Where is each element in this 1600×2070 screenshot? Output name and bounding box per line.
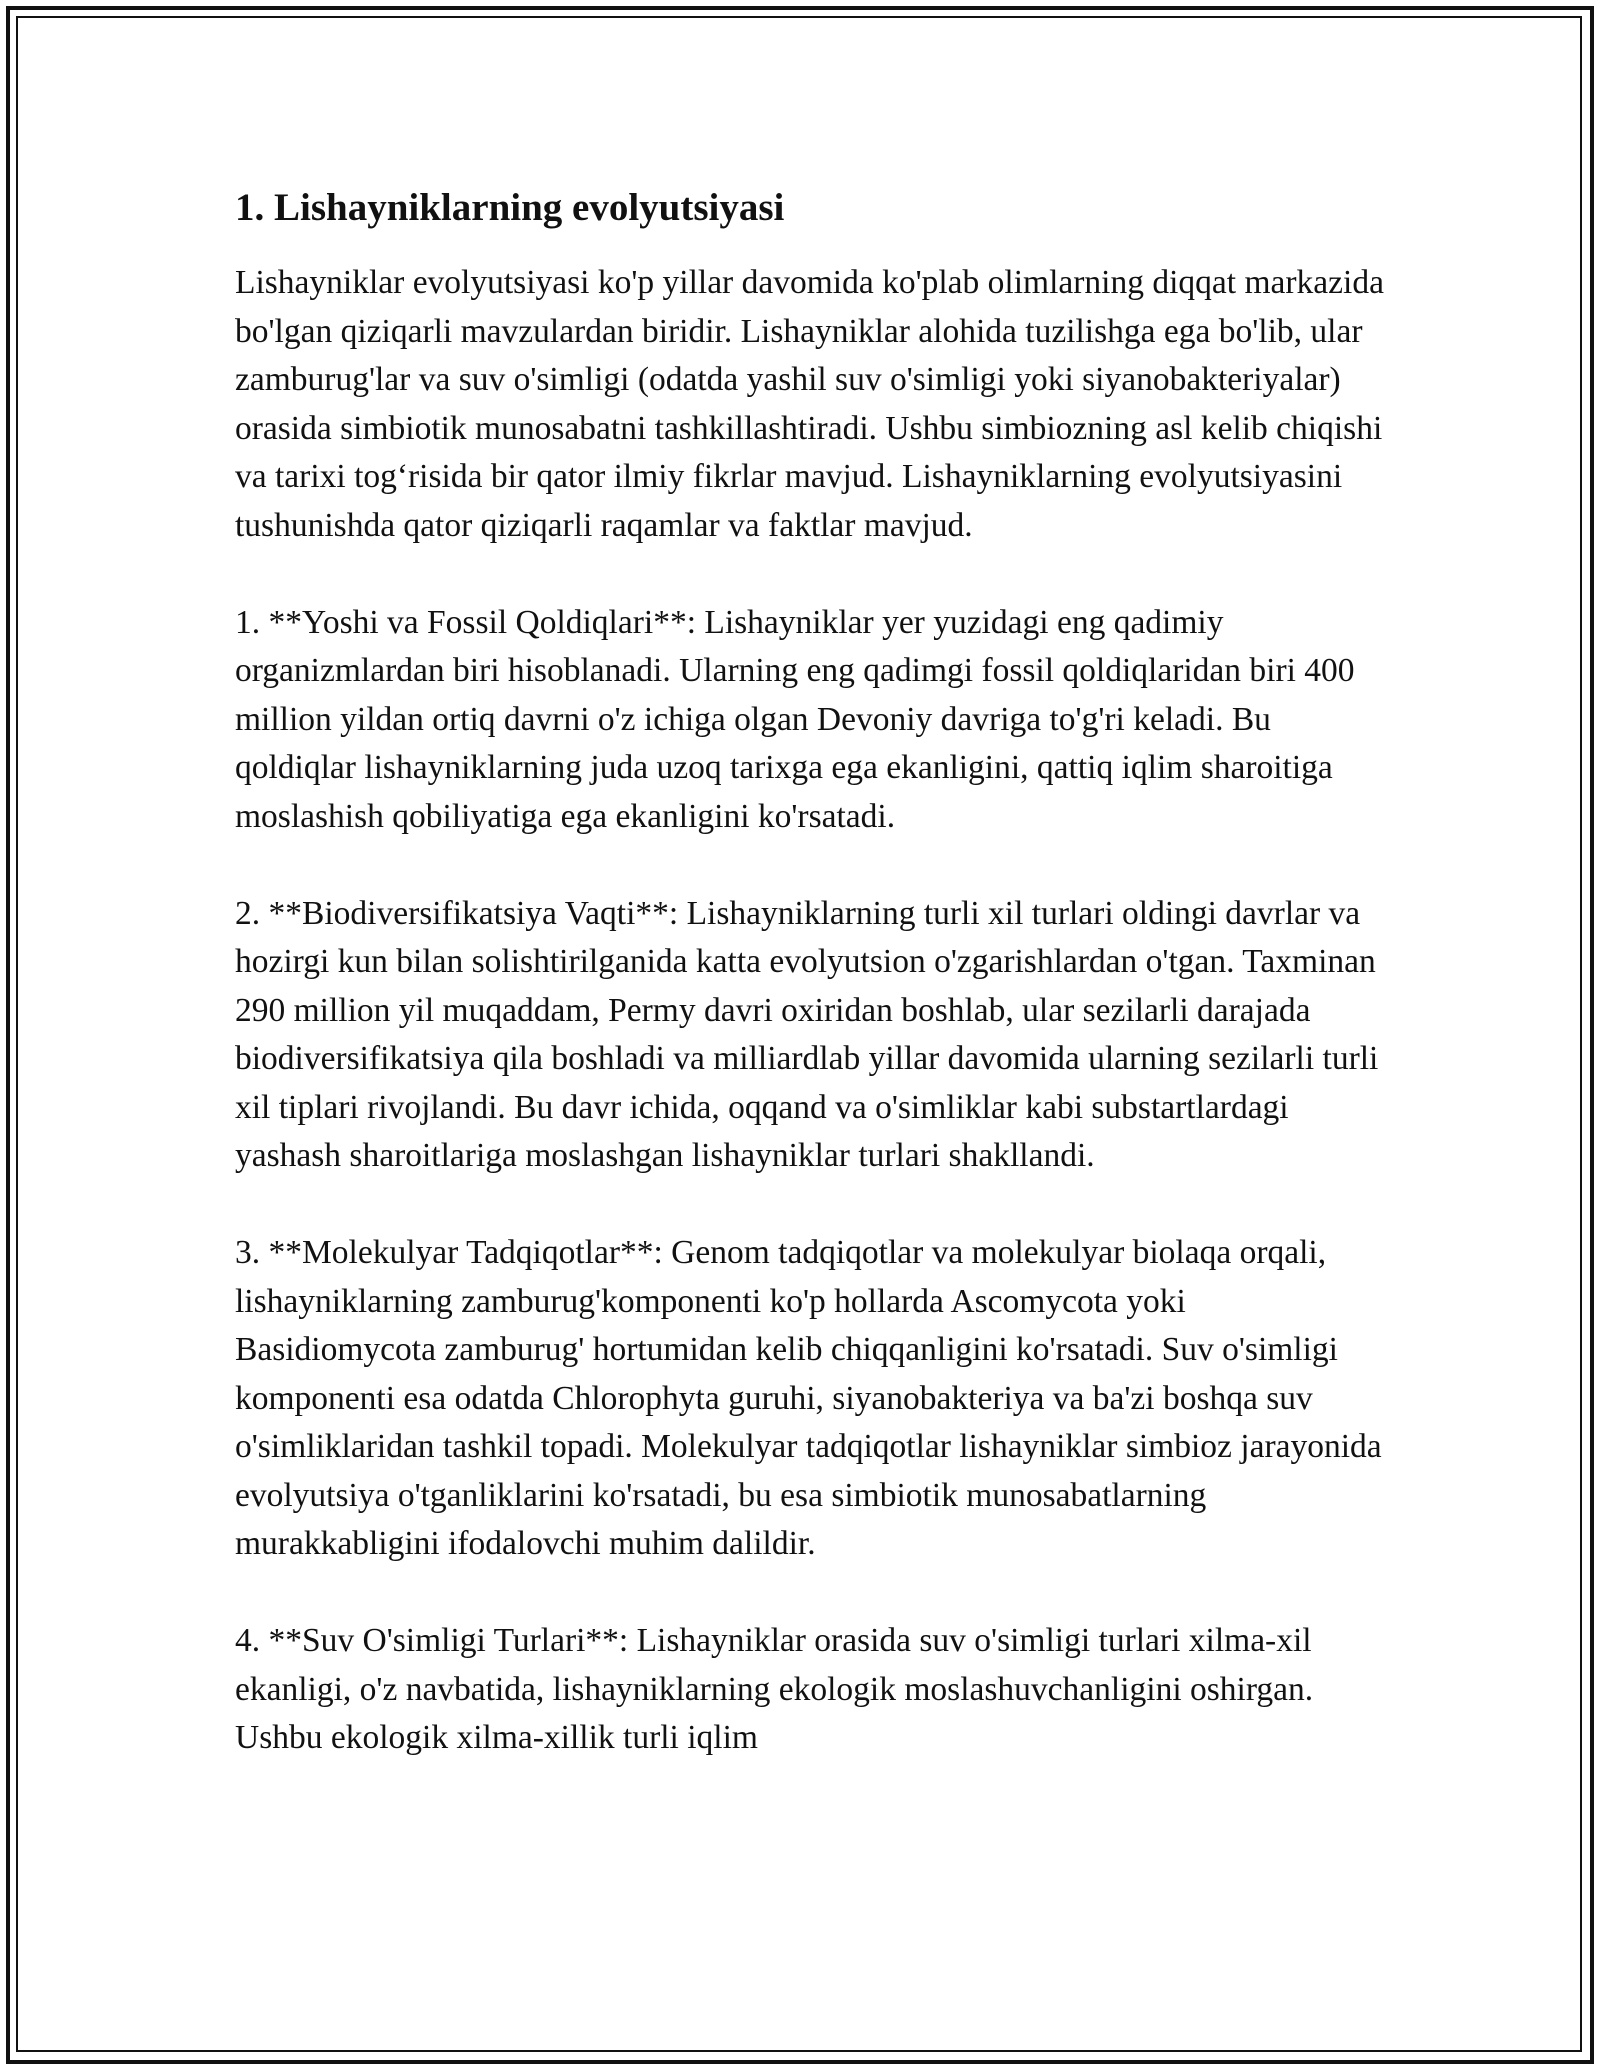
point-4-paragraph: 4. **Suv O'simligi Turlari**: Lishayniklar orasida suv o'simligi turlari xilma-xil ekanligi, o'z navbatida, lishayniklarning ekologik moslashuvchanligini oshirgan. Ushbu ekologik xilma-xillik turli iqlim <box>235 1622 1314 1756</box>
intro-paragraph: Lishayniklar evolyutsiyasi ko'p yillar davomida ko'plab olimlarning diqqat markazida bo'lgan qiziqarli mavzulardan biridir. Lishayniklar alohida tuzilishga ega bo'lib, ular zamburug'lar va suv o'simligi (odatda yashil suv o'simligi yoki siyanobakteriyalar) orasida simbiotik munosabatni tashkillashtiradi. Ushbu simbiozning asl kelib chiqishi va tarixi tog‘risida bir qator ilmiy fikrlar mavjud. Lishayniklarning evolyutsiyasini tushunishda qator qiziqarli raqamlar va faktlar mavjud. <box>235 264 1384 544</box>
point-3-paragraph: 3. **Molekulyar Tadqiqotlar**: Genom tadqiqotlar va molekulyar biolaqa orqali, lishayniklarning zamburug'komponenti ko'p hollarda Ascomycota yoki Basidiomycota zamburug' hortumidan kelib chiqqanligini ko'rsatadi. Suv o'simligi komponenti esa odatda Chlorophyta guruhi, siyanobakteriya va ba'zi boshqa suv o'simliklaridan tashkil topadi. Molekulyar tadqiqotlar lishayniklar simbioz jarayonida evolyutsiya o'tganliklarini ko'rsatadi, bu esa simbiotik munosabatlarning murakkabligini ifodalovchi muhim dalildir. <box>235 1234 1382 1562</box>
document-body <box>235 185 1395 1811</box>
point-2-paragraph: 2. **Biodiversifikatsiya Vaqti**: Lishayniklarning turli xil turlari oldingi davrlar va hozirgi kun bilan solishtirilganida katta evolyutsion o'zgarishlardan o'tgan. Taxminan 290 million yil muqaddam, Permy davri oxiridan boshlab, ular sezilarli darajada biodiversifikatsiya qila boshladi va milliardlab yillar davomida ularning sezilarli turli xil tiplari rivojlandi. Bu davr ichida, oqqand va o'simliklar kabi substartlardagi yashash sharoitlariga moslashgan lishayniklar turlari shakllandi. <box>235 894 1379 1174</box>
point-1-paragraph: 1. **Yoshi va Fossil Qoldiqlari**: Lishayniklar yer yuzidagi eng qadimiy organizmlardan biri hisoblanadi. Ularning eng qadimgi fossil qoldiqlaridan biri 400 million yildan ortiq davrni o'z ichiga olgan Devoniy davriga to'g'ri keladi. Bu qoldiqlar lishayniklarning juda uzoq tarixga ega ekanligini, qattiq iqlim sharoitiga moslashish qobiliyatiga ega ekanligini ko'rsatadi. <box>235 603 1355 835</box>
section-title: 1. Lishayniklarning evolyutsiyasi <box>235 186 785 229</box>
